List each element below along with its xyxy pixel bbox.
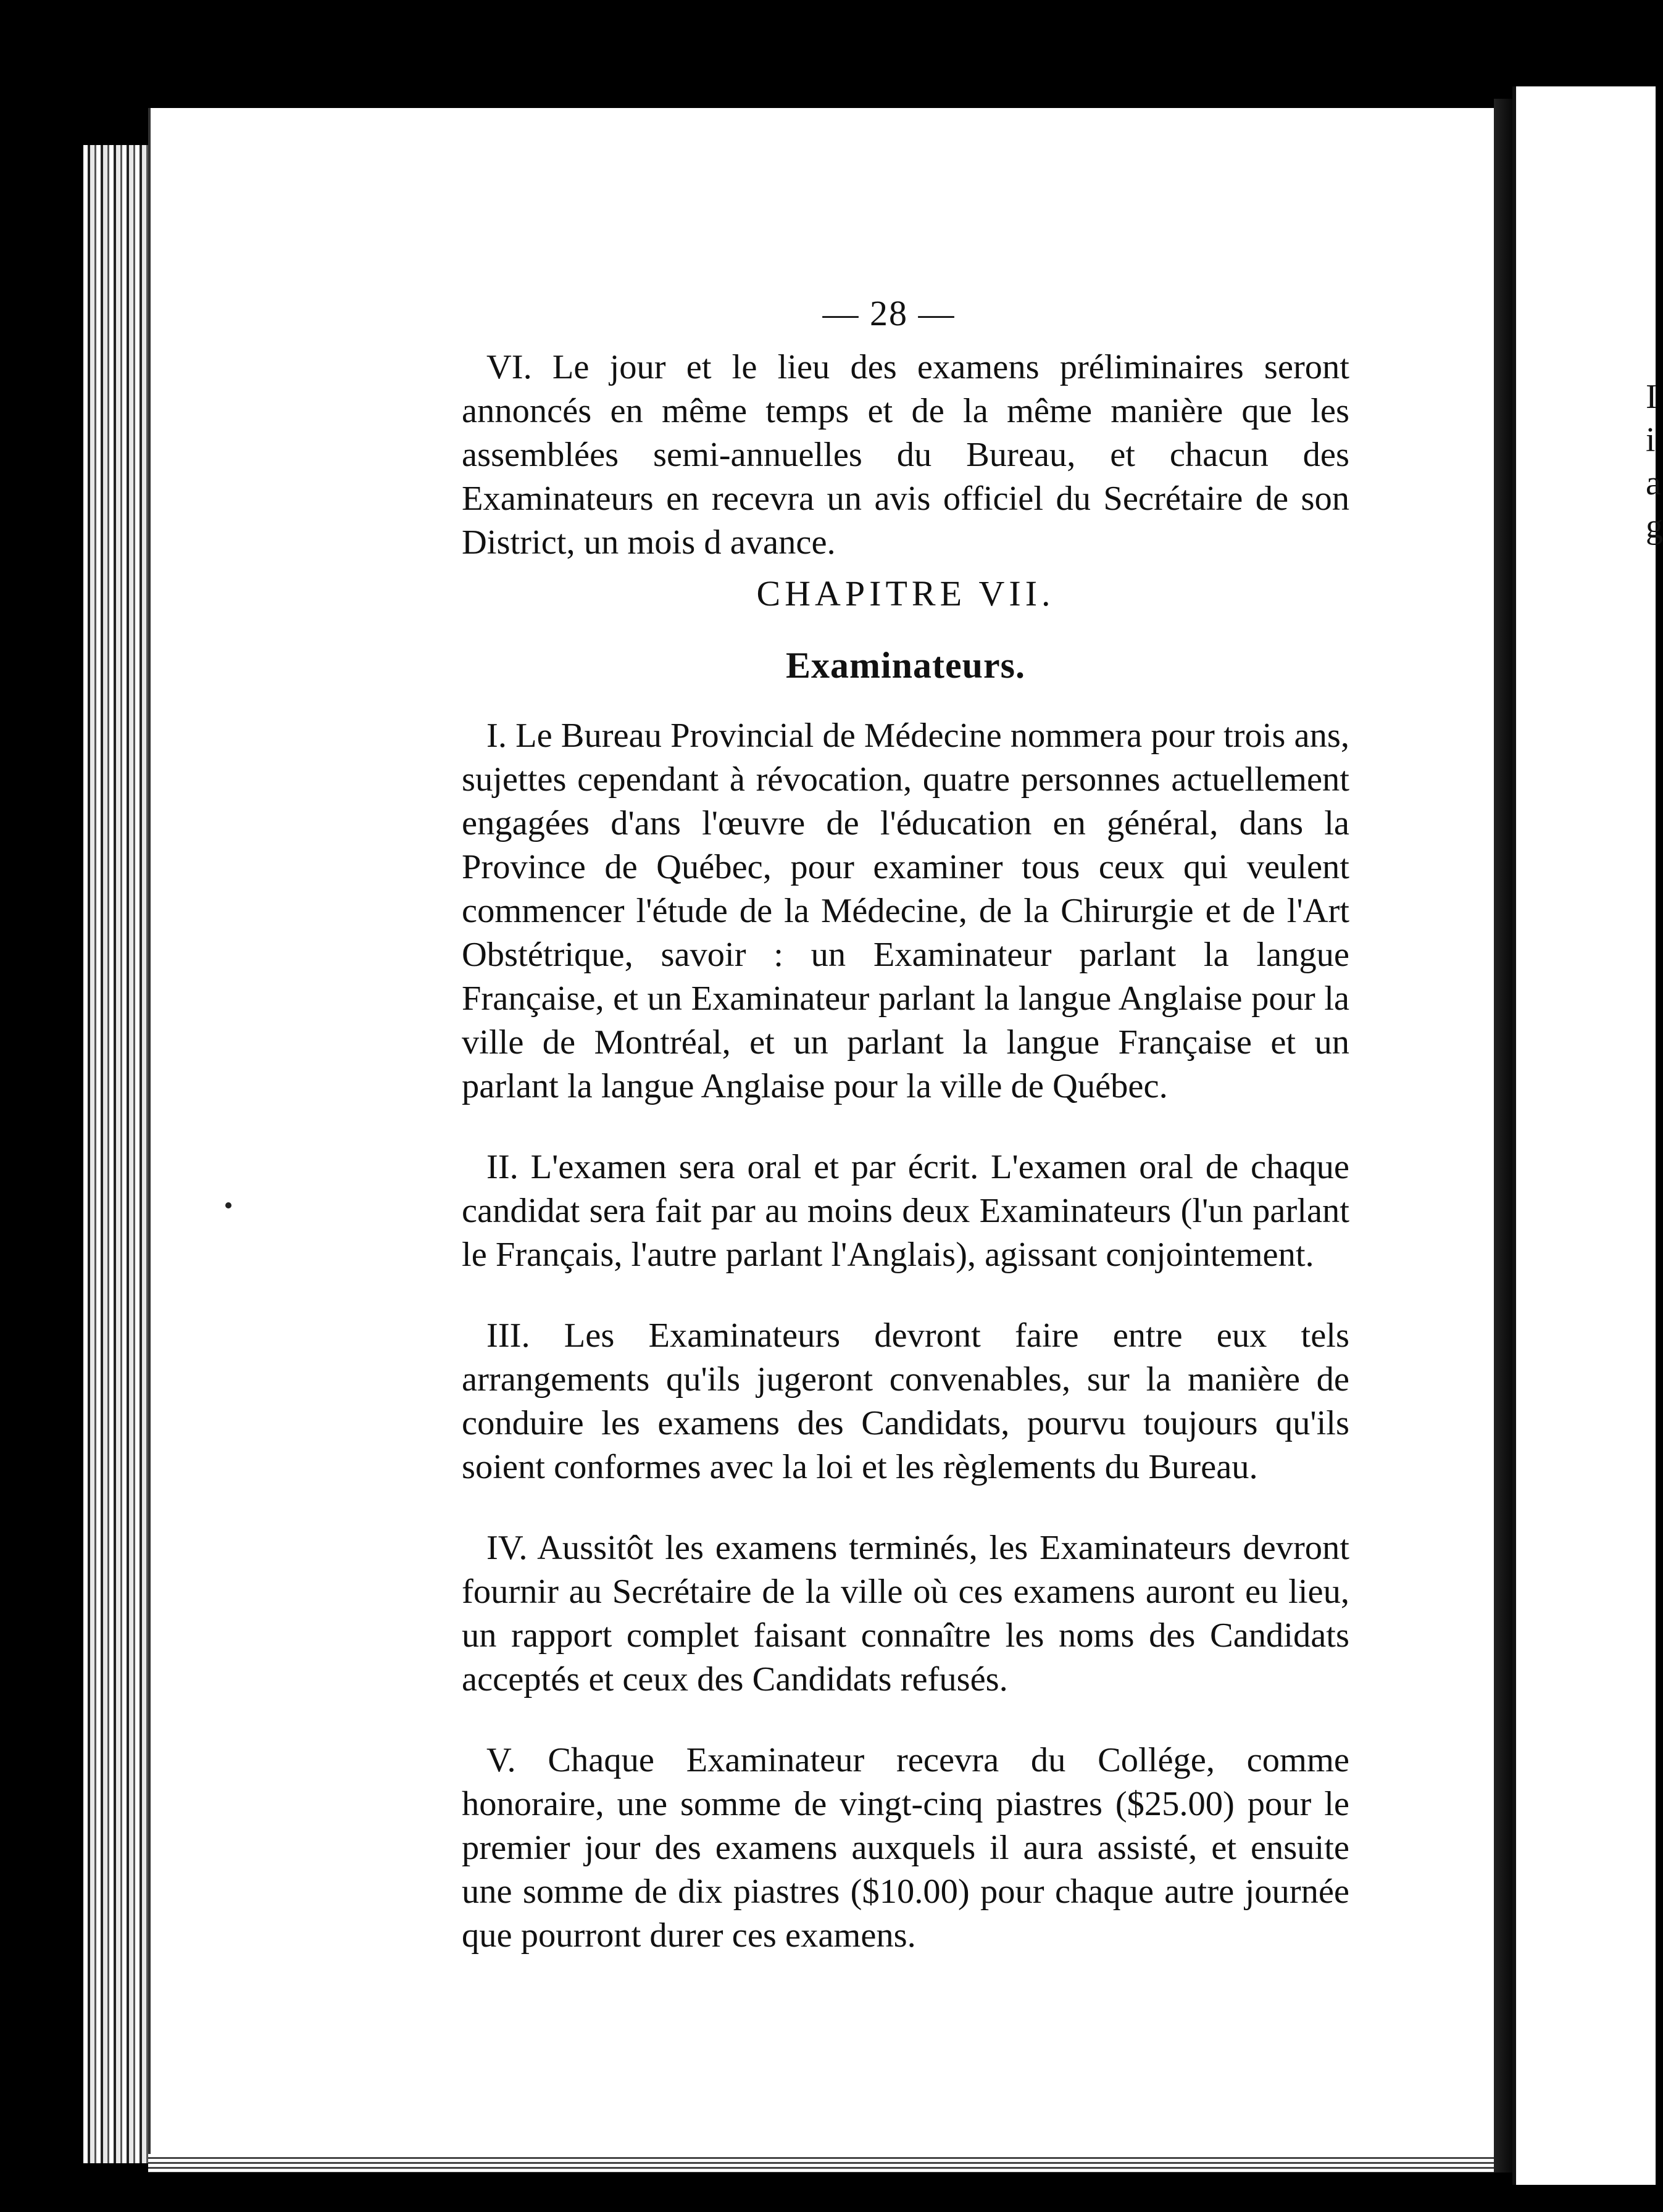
facing-page-letter: I (1646, 378, 1657, 416)
facing-page-letter: a (1646, 464, 1661, 502)
chapter-heading: CHAPITRE VII. (756, 573, 1055, 613)
paragraph-iv: IV. Aussitôt les examens terminés, les Examinateurs devront fournir au Secrétaire de la ville où ces examens auront eu lieu, un rapport complet faisant connaître les noms des Candidats acceptés et ceux des Candidats refusés. (462, 1529, 1349, 1698)
paragraph-i: I. Le Bureau Provincial de Médecine nommera pour trois ans, sujettes cependant à révocation, quatre personnes actuellement engagées d'ans l'œuvre de l'éducation en général, dans la Province de Québec, pour examiner tous ceux qui veulent commencer l'étude de la Médecine, de la Chirurgie et de l'Art Obstétrique, savoir : un Examinateur parlant la langue Française, et un Examinateur parlant la langue Anglaise pour la ville de Montréal, et un parlant la langue Française et un parlant la langue Anglaise pour la ville de Québec. (462, 717, 1349, 1105)
scan-speck (225, 1202, 231, 1208)
page-bottom-edge (148, 2154, 1494, 2172)
paragraph-iii: III. Les Examinateurs devront faire entre eux tels arrangements qu'ils jugeront convenables, sur la manière de conduire les examens des Candidats, pourvu toujours qu'ils soient conformes avec la loi et les règlements du Bureau. (462, 1316, 1349, 1486)
paragraph-v: V. Chaque Examinateur recevra du Collége, comme honoraire, une somme de vingt-cinq piastres ($25.00) pour le premier jour des examens auxquels il aura assisté, et ensuite une somme de dix piastres ($10.00) pour chaque autre journée que pourront durer ces examens. (462, 1741, 1349, 1955)
facing-page-letter: g (1646, 507, 1663, 546)
paragraph-ii: II. L'examen sera oral et par écrit. L'examen oral de chaque candidat sera fait par au moins deux Examinateurs (l'un parlant le Français, l'autre parlant l'Anglais), agissant conjointement. (462, 1148, 1349, 1274)
page-number: — 28 — (822, 293, 956, 333)
paragraph-vi: VI. Le jour et le lieu des examens préliminaires seront annoncés en même temps et de la même manière que les assemblées semi-annuelles du Bureau, et chacun des Examinateurs en recevra un avis officiel du Secrétaire de son District, un mois d avance. (462, 348, 1349, 562)
page-edge-stack (83, 145, 151, 2163)
facing-page-letter: i (1646, 421, 1656, 459)
page-body (462, 346, 1349, 1958)
section-heading: Examinateurs. (786, 645, 1025, 686)
facing-page-fragment (1512, 86, 1663, 2185)
